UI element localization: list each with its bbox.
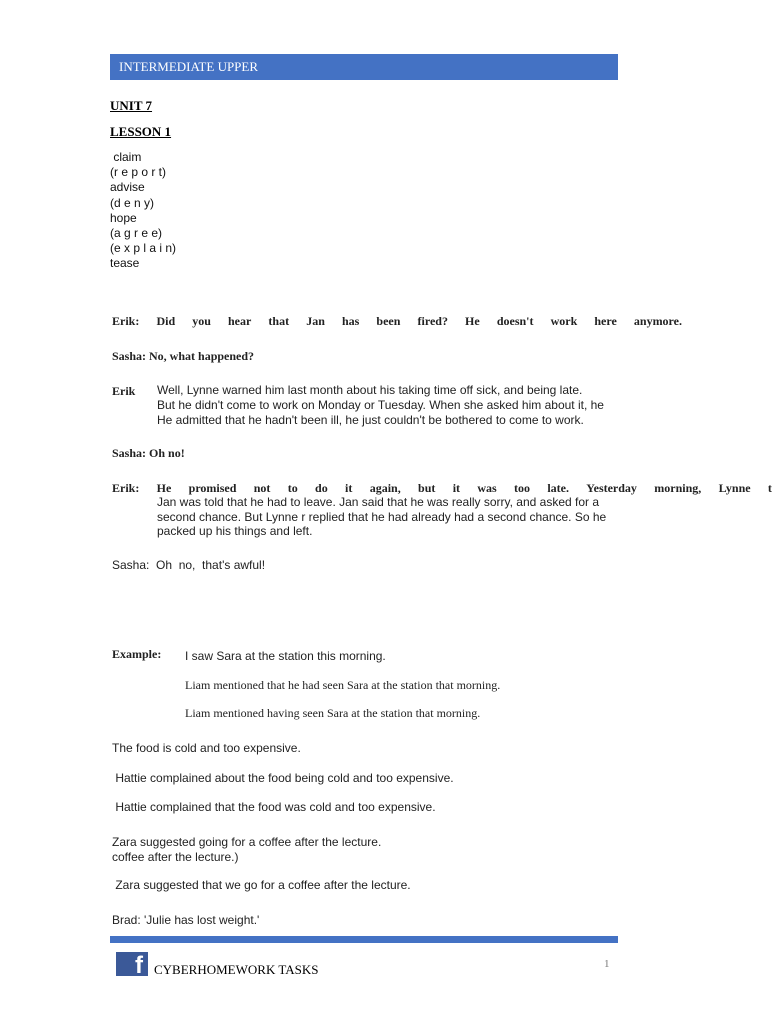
- word: fired?: [417, 314, 448, 328]
- word: here: [594, 314, 617, 328]
- verb-item: claim: [110, 150, 142, 164]
- example-sentence: I saw Sara at the station this morning.: [185, 649, 386, 663]
- word: too: [514, 481, 530, 495]
- exercise-sentence: Zara suggested going for a coffee after the lecture.: [112, 835, 382, 849]
- word: was: [477, 481, 497, 495]
- word: doesn't: [496, 314, 534, 328]
- verb-item: (e x p l a i n): [110, 241, 177, 256]
- exercise-sentence: coffee after the lecture.): [112, 850, 239, 864]
- word: Lynne: [718, 481, 751, 495]
- word: anymore.: [633, 314, 682, 328]
- word: but: [418, 481, 436, 495]
- example-answer: Liam mentioned having seen Sara at the station that morning.: [185, 706, 481, 720]
- word: Did: [156, 314, 176, 328]
- dialogue-text: packed up his things and left.: [157, 524, 313, 538]
- verb-list: [110, 150, 176, 272]
- dialogue-line-sasha-1: Sasha: No, what happened?: [112, 349, 255, 363]
- word: that: [268, 314, 290, 328]
- word: t: [767, 481, 772, 495]
- verb-item: tease: [110, 256, 140, 271]
- verb-item: advise: [110, 180, 145, 195]
- exercise-sentence: Brad: 'Julie has lost weight.': [112, 913, 260, 927]
- exercise-answer: Hattie complained about the food being cold and too expensive.: [112, 771, 454, 785]
- example-answer: Liam mentioned that he had seen Sara at the station that morning.: [185, 678, 501, 692]
- word: work: [550, 314, 578, 328]
- facebook-icon[interactable]: f: [116, 952, 148, 976]
- word: it: [345, 481, 353, 495]
- word: Yesterday: [586, 481, 637, 495]
- word: promised: [188, 481, 237, 495]
- word: late.: [547, 481, 569, 495]
- word: Erik:: [112, 314, 140, 328]
- verb-item: (a g r e e): [110, 226, 163, 241]
- dialogue-line-erik-1: [112, 314, 682, 329]
- dialogue-line-erik-3: [112, 481, 772, 496]
- word: He: [156, 481, 172, 495]
- unit-heading: UNIT 7: [110, 98, 153, 113]
- lesson-heading: LESSON 1: [110, 124, 172, 139]
- page-number: 1: [604, 958, 610, 970]
- word: morning,: [654, 481, 702, 495]
- word: you: [192, 314, 211, 328]
- header-title: INTERMEDIATE UPPER: [119, 59, 259, 74]
- dialogue-text: Well, Lynne warned him last month about his taking time off sick, and being late.: [157, 383, 583, 397]
- exercise-answer: Zara suggested that we go for a coffee after the lecture.: [112, 878, 411, 892]
- header-banner: [110, 54, 618, 80]
- word: not: [253, 481, 271, 495]
- verb-item: hope: [110, 210, 137, 225]
- exercise-answer: Hattie complained that the food was cold and too expensive.: [112, 800, 436, 814]
- speaker-erik: Erik: [112, 384, 136, 398]
- footer-divider: [110, 936, 618, 943]
- word: Jan: [306, 314, 325, 328]
- exercise-sentence: The food is cold and too expensive.: [112, 741, 301, 755]
- dialogue-text: Jan was told that he had to leave. Jan said that he was really sorry, and asked for a: [157, 495, 600, 509]
- word: been: [376, 314, 401, 328]
- word: He: [465, 314, 480, 328]
- dialogue-text: second chance. But Lynne r replied that he had already had a second chance. So he: [157, 510, 607, 524]
- word: it: [452, 481, 461, 495]
- footer-brand: CYBERHOMEWORK TASKS: [154, 962, 319, 977]
- word: hear: [228, 314, 252, 328]
- word: has: [341, 314, 360, 328]
- word: again,: [369, 481, 401, 495]
- dialogue-line-sasha-2: Sasha: Oh no!: [112, 446, 185, 460]
- dialogue-text: He admitted that he hadn't been ill, he just couldn't be bothered to come to work.: [157, 413, 584, 427]
- dialogue-text: But he didn't come to work on Monday or Tuesday. When she asked him about it, he: [157, 398, 604, 412]
- dialogue-line-sasha-3: Sasha: Oh no, that's awful!: [112, 558, 266, 572]
- word: do: [315, 481, 328, 495]
- verb-item: (r e p o r t): [110, 165, 167, 180]
- word: Erik:: [112, 481, 140, 495]
- verb-item: (d e n y): [110, 195, 155, 210]
- word: to: [287, 481, 298, 495]
- example-label: Example:: [112, 647, 162, 661]
